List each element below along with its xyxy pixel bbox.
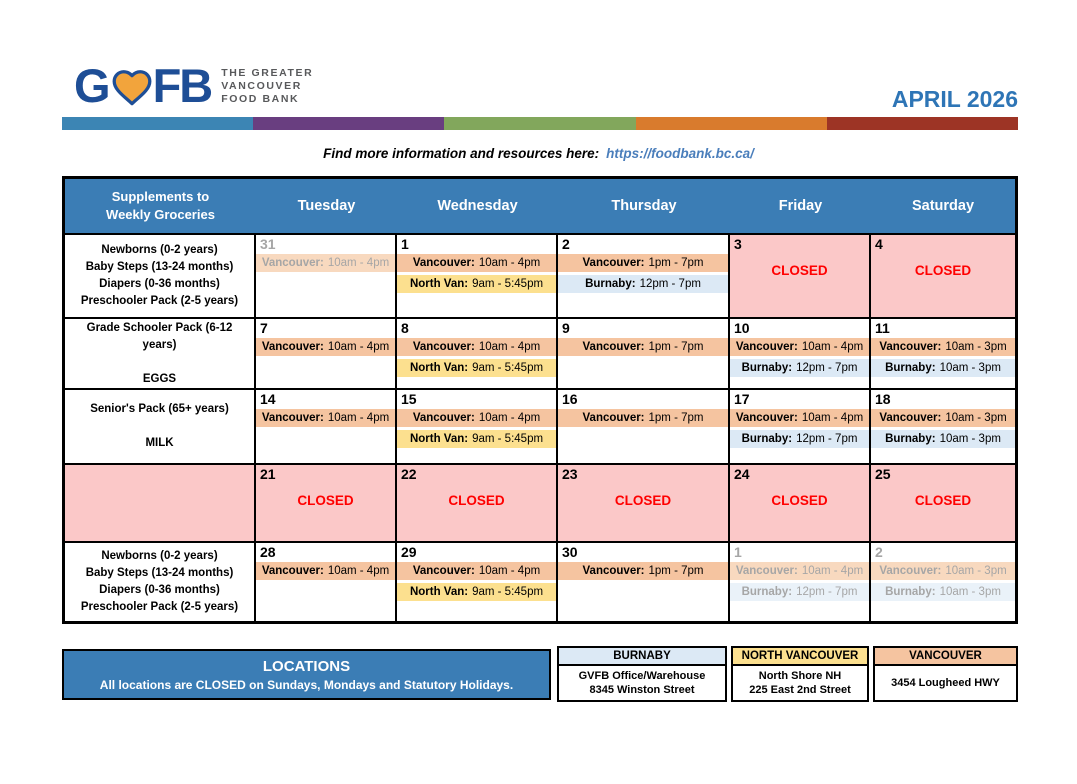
stripe-segment [827, 117, 1018, 130]
location-name: VANCOUVER [873, 646, 1018, 666]
row-label-line: Baby Steps (13-24 months) [85, 261, 234, 273]
schedule-chips [397, 562, 556, 601]
schedule-chips [871, 338, 1015, 377]
schedule-chip: North Van: 9am - 5:45pm [397, 430, 556, 448]
schedule-chips [397, 409, 556, 448]
day-cell [871, 465, 1015, 541]
schedule-chips [256, 409, 395, 427]
schedule-chip: Burnaby: 12pm - 7pm [730, 359, 869, 377]
row-label-line: Diapers (0-36 months) [99, 278, 220, 290]
closed-label: CLOSED [914, 493, 972, 508]
row-label-line: Diapers (0-36 months) [99, 584, 220, 596]
schedule-chips [256, 562, 395, 580]
schedule-chips [397, 254, 556, 293]
day-number: 14 [260, 391, 276, 407]
day-header-wednesday: Wednesday [437, 198, 518, 214]
day-number: 31 [260, 236, 276, 252]
day-number: 28 [260, 544, 276, 560]
logo-org-name [221, 67, 313, 106]
schedule-chip: Burnaby: 12pm - 7pm [730, 430, 869, 448]
row-label-line: Newborns (0-2 years) [101, 550, 218, 562]
address-line: GVFB Office/Warehouse [578, 670, 706, 682]
day-cell [730, 319, 869, 388]
schedule-chip: Vancouver: 10am - 4pm [730, 562, 869, 580]
schedule-chip: Burnaby: 10am - 3pm [871, 583, 1015, 601]
schedule-chip: Vancouver: 1pm - 7pm [558, 409, 728, 427]
location-column [557, 646, 727, 702]
closed-label: CLOSED [914, 263, 972, 278]
day-number: 25 [875, 466, 891, 482]
row-label-line: Preschooler Pack (2-5 years) [80, 295, 239, 307]
schedule-chip: Burnaby: 12pm - 7pm [558, 275, 728, 293]
schedule-chip: Vancouver: 10am - 4pm [397, 409, 556, 427]
day-cell [558, 235, 728, 317]
day-number: 21 [260, 466, 276, 482]
location-address [557, 666, 727, 702]
address-line: 3454 Lougheed HWY [891, 677, 1000, 689]
schedule-chips [558, 562, 728, 580]
day-number: 2 [875, 544, 883, 560]
day-cell [397, 235, 556, 317]
day-cell [730, 465, 869, 541]
schedule-chip: Vancouver: 10am - 4pm [730, 338, 869, 356]
schedule-chip: Vancouver: 10am - 4pm [397, 562, 556, 580]
day-number: 7 [260, 320, 268, 336]
day-number: 29 [401, 544, 417, 560]
schedule-chip: Vancouver: 1pm - 7pm [558, 562, 728, 580]
schedule-chip: Vancouver: 10am - 3pm [871, 338, 1015, 356]
row-label-line: Grade Schooler Pack (6-12 years) [86, 321, 233, 351]
day-cell [558, 390, 728, 463]
location-column [873, 646, 1018, 702]
org-line: FOOD BANK [221, 92, 300, 105]
location-address [731, 666, 869, 702]
day-cell [871, 390, 1015, 463]
day-cell [397, 319, 556, 388]
day-header-friday: Friday [778, 198, 823, 214]
schedule-chip: Burnaby: 12pm - 7pm [730, 583, 869, 601]
day-cell [871, 319, 1015, 388]
schedule-chip: Vancouver: 10am - 4pm [256, 562, 395, 580]
row-label-line: Baby Steps (13-24 months) [85, 567, 234, 579]
org-line: VANCOUVER [221, 79, 302, 92]
closed-label: CLOSED [614, 493, 672, 508]
address-line: 8345 Winston Street [589, 684, 695, 696]
day-header-tuesday: Tuesday [297, 198, 356, 214]
address-line: 225 East 2nd Street [749, 684, 851, 696]
schedule-chips [558, 254, 728, 293]
day-cell [871, 543, 1015, 621]
schedule-chip: Vancouver: 1pm - 7pm [558, 338, 728, 356]
day-cell [730, 390, 869, 463]
schedule-chip: Vancouver: 10am - 4pm [256, 254, 395, 272]
location-address [873, 666, 1018, 702]
location-name: NORTH VANCOUVER [731, 646, 869, 666]
schedule-chip: Burnaby: 10am - 3pm [871, 359, 1015, 377]
row-label-line: MILK [145, 437, 174, 449]
day-cell [397, 543, 556, 621]
schedule-chips [256, 338, 395, 356]
day-number: 10 [734, 320, 750, 336]
closed-label: CLOSED [297, 493, 354, 508]
day-number: 22 [401, 466, 417, 482]
corner-header [65, 179, 256, 233]
info-text: Find more information and resources here: [323, 146, 600, 161]
day-number: 18 [875, 391, 891, 407]
day-number: 8 [401, 320, 409, 336]
schedule-chip: North Van: 9am - 5:45pm [397, 583, 556, 601]
locations-title: LOCATIONS [262, 657, 351, 675]
day-number: 23 [562, 466, 578, 482]
closed-label: CLOSED [771, 263, 828, 278]
day-number: 1 [401, 236, 409, 252]
heart-icon [110, 65, 154, 109]
day-cell [730, 543, 869, 621]
schedule-chips [397, 338, 556, 377]
day-number: 17 [734, 391, 750, 407]
day-cell [256, 543, 395, 621]
color-stripe [62, 117, 1018, 130]
row-label-line [69, 418, 250, 435]
closed-label: CLOSED [771, 493, 828, 508]
day-number: 9 [562, 320, 570, 336]
schedule-chips [730, 338, 869, 377]
day-number: 4 [875, 236, 883, 252]
day-cell [871, 235, 1015, 317]
location-name: BURNABY [557, 646, 727, 666]
calendar-table [62, 176, 1018, 624]
day-cell [397, 390, 556, 463]
locations-note: All locations are CLOSED on Sundays, Mondays and Statutory Holidays. [99, 677, 514, 692]
closed-label: CLOSED [448, 493, 505, 508]
logo-letter-g: G [74, 59, 109, 112]
schedule-chips [558, 338, 728, 356]
stripe-segment [444, 117, 635, 130]
day-cell [397, 465, 556, 541]
schedule-chips [871, 409, 1015, 448]
day-cell [256, 319, 395, 388]
schedule-chips [730, 562, 869, 601]
row-label-line: Newborns (0-2 years) [101, 244, 218, 256]
day-number: 11 [875, 320, 890, 336]
row-label-line [69, 354, 250, 371]
schedule-chip: Vancouver: 10am - 4pm [397, 338, 556, 356]
corner-header-line: Supplements to [111, 189, 210, 204]
schedule-chip: Vancouver: 10am - 4pm [730, 409, 869, 427]
day-cell [256, 465, 395, 541]
day-cell [558, 319, 728, 388]
day-number: 2 [562, 236, 570, 252]
month-title: APRIL 2026 [891, 86, 1018, 112]
day-cell [730, 235, 869, 317]
schedule-chips [871, 562, 1015, 601]
row-label-line: EGGS [142, 372, 177, 385]
corner-header-line: Weekly Groceries [106, 207, 215, 222]
row-label [65, 390, 254, 463]
org-line: THE GREATER [221, 66, 314, 79]
address-line: North Shore NH [758, 670, 842, 682]
day-number: 15 [401, 391, 417, 407]
row-label-line: Preschooler Pack (2-5 years) [80, 601, 239, 613]
schedule-chip: Vancouver: 10am - 3pm [871, 562, 1015, 580]
row-label-line: Senior's Pack (65+ years) [90, 403, 229, 415]
day-cell [256, 235, 395, 317]
day-cell [256, 390, 395, 463]
calendar-header-row [65, 179, 1015, 233]
row-label [65, 465, 254, 541]
schedule-chip: Burnaby: 10am - 3pm [871, 430, 1015, 448]
stripe-segment [636, 117, 827, 130]
schedule-chips [730, 409, 869, 448]
schedule-chips [558, 409, 728, 427]
day-cell [558, 543, 728, 621]
day-cell [558, 465, 728, 541]
day-number: 3 [734, 236, 742, 252]
day-header-saturday: Saturday [911, 198, 975, 214]
location-column [731, 646, 869, 702]
locations-banner [62, 649, 551, 700]
schedule-chip: Vancouver: 10am - 4pm [397, 254, 556, 272]
schedule-chip: Vancouver: 10am - 4pm [256, 409, 395, 427]
day-number: 1 [734, 544, 742, 560]
stripe-segment [253, 117, 444, 130]
day-number: 30 [562, 544, 578, 560]
day-header-thursday: Thursday [611, 198, 677, 214]
row-label [65, 235, 254, 317]
gvfb-logo [74, 59, 314, 112]
logo-letters-fb: FB [152, 59, 212, 112]
info-banner [0, 146, 1077, 161]
row-label [65, 319, 254, 388]
row-label [65, 543, 254, 621]
schedule-chip: Vancouver: 1pm - 7pm [558, 254, 728, 272]
schedule-chip: North Van: 9am - 5:45pm [397, 359, 556, 377]
day-number: 16 [562, 391, 578, 407]
schedule-chip: North Van: 9am - 5:45pm [397, 275, 556, 293]
schedule-chip: Vancouver: 10am - 4pm [256, 338, 395, 356]
stripe-segment [62, 117, 253, 130]
day-number: 24 [734, 466, 750, 482]
schedule-chip: Vancouver: 10am - 3pm [871, 409, 1015, 427]
schedule-chips [256, 254, 395, 272]
locations-section [62, 646, 1018, 704]
foodbank-link[interactable]: https://foodbank.bc.ca/ [606, 146, 754, 161]
calendar-grid [65, 233, 1015, 621]
